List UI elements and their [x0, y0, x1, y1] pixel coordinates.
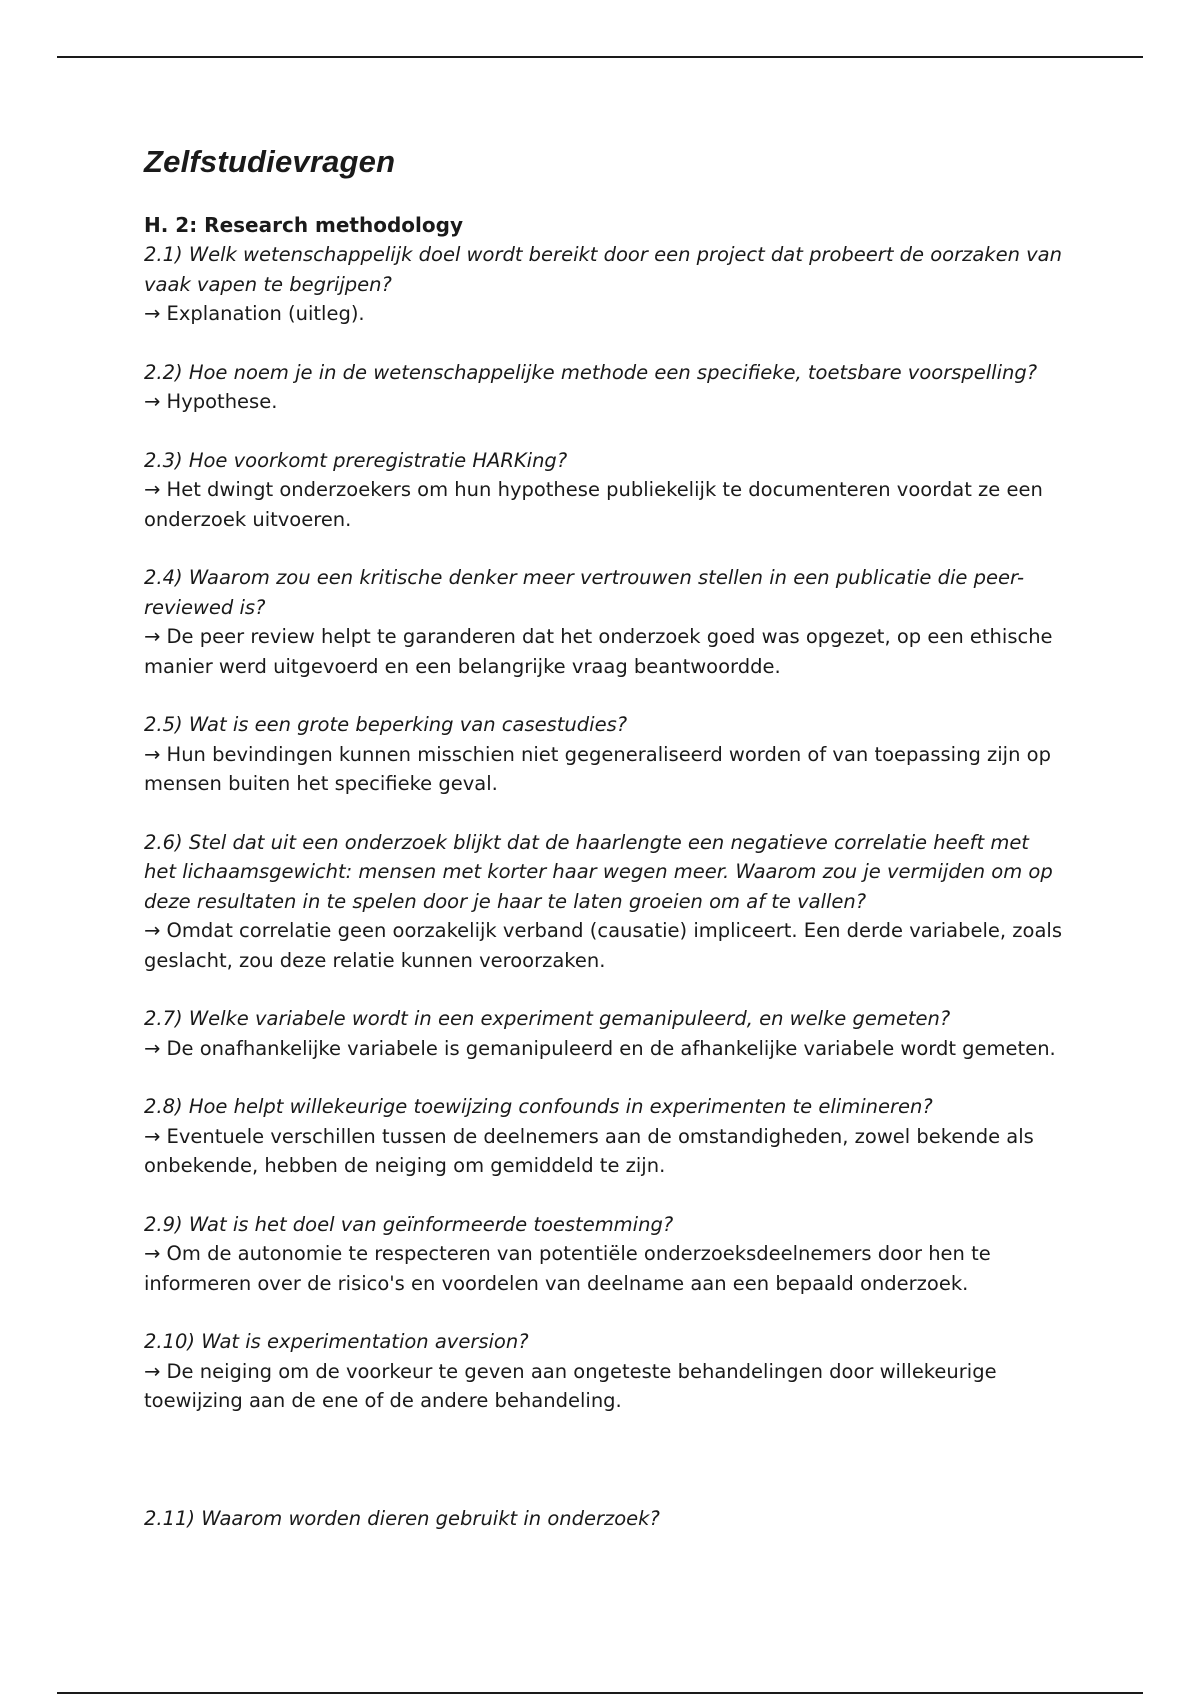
question: 2.4) Waarom zou een kritische denker meer vertrouwen stellen in een publicatie die peer-reviewed is?	[144, 566, 1024, 619]
question: 2.9) Wat is het doel van geïnformeerde toestemming?	[144, 1212, 674, 1236]
document-title: Zelfstudievragen	[144, 144, 396, 179]
answer: → Eventuele verschillen tussen de deelnemers aan de omstandigheden, zowel bekende als onbekende, hebben de neiging om gemiddeld te zijn.	[144, 1124, 1034, 1177]
qa-item	[144, 1504, 1064, 1534]
answer: → Om de autonomie te respecteren van potentiële onderzoeksdeelnemers door hen te informeren over de risico's en voordelen van deelname aan een bepaald onderzoek.	[144, 1242, 991, 1295]
answer: → Hypothese.	[144, 390, 278, 413]
question: 2.8) Hoe helpt willekeurige toewijzing confounds in experimenten te elimineren?	[144, 1095, 933, 1118]
answer: → De onafhankelijke variabele is gemanipuleerd en de afhankelijke variabele wordt gemeten.	[144, 1036, 1056, 1060]
question: 2.1) Welk wetenschappelijk doel wordt bereikt door een project dat probeert de oorzaken van vaak vapen te begrijpen?	[144, 243, 1062, 296]
qa-item	[144, 1327, 1064, 1416]
question: 2.6) Stel dat uit een onderzoek blijkt dat de haarlengte een negatieve correlatie heeft met het lichaamsgewicht: mensen met korter haar wegen meer. Waarom zou je vermijden om op deze resultaten in te spelen door je haar te laten groeien om af te vallen?	[144, 830, 1053, 913]
bottom-rule	[57, 1692, 1143, 1694]
answer: → De peer review helpt te garanderen dat het onderzoek goed was opgezet, op een ethische manier werd uitgevoerd en een belangrijke vraag beantwoordde.	[144, 625, 1053, 678]
question: 2.11) Waarom worden dieren gebruikt in onderzoek?	[144, 1506, 660, 1530]
answer: → Explanation (uitleg).	[144, 302, 365, 325]
qa-item	[144, 1004, 1064, 1063]
qa-item	[144, 828, 1064, 976]
question: 2.2) Hoe noem je in de wetenschappelijke methode een specifieke, toetsbare voorspelling?	[144, 360, 1038, 384]
document-body	[144, 138, 1064, 1562]
question: 2.7) Welke variabele wordt in een experiment gemanipuleerd, en welke gemeten?	[144, 1007, 951, 1030]
question: 2.5) Wat is een grote beperking van casestudies?	[144, 713, 628, 736]
question: 2.3) Hoe voorkomt preregistratie HARKing?	[144, 448, 568, 472]
answer: → Het dwingt onderzoekers om hun hypothese publiekelijk te documenteren voordat ze een onderzoek uitvoeren.	[144, 478, 1043, 531]
answer: → De neiging om de voorkeur te geven aan ongeteste behandelingen door willekeurige toewijzing aan de ene of de andere behandeling.	[144, 1359, 997, 1412]
qa-item	[144, 446, 1064, 535]
answer: → Omdat correlatie geen oorzakelijk verband (causatie) impliceert. Een derde variabele, zoals geslacht, zou deze relatie kunnen veroorzaken.	[144, 919, 1063, 972]
qa-item	[144, 563, 1064, 681]
qa-item	[144, 1210, 1064, 1299]
qa-item	[144, 358, 1064, 417]
question: 2.10) Wat is experimentation aversion?	[144, 1330, 529, 1353]
qa-item	[144, 710, 1064, 799]
qa-item	[144, 240, 1064, 329]
chapter-heading: H. 2: Research methodology	[144, 213, 463, 237]
qa-item	[144, 1092, 1064, 1181]
top-rule	[57, 56, 1143, 58]
answer: → Hun bevindingen kunnen misschien niet gegeneraliseerd worden of van toepassing zijn op mensen buiten het specifieke geval.	[144, 742, 1051, 795]
